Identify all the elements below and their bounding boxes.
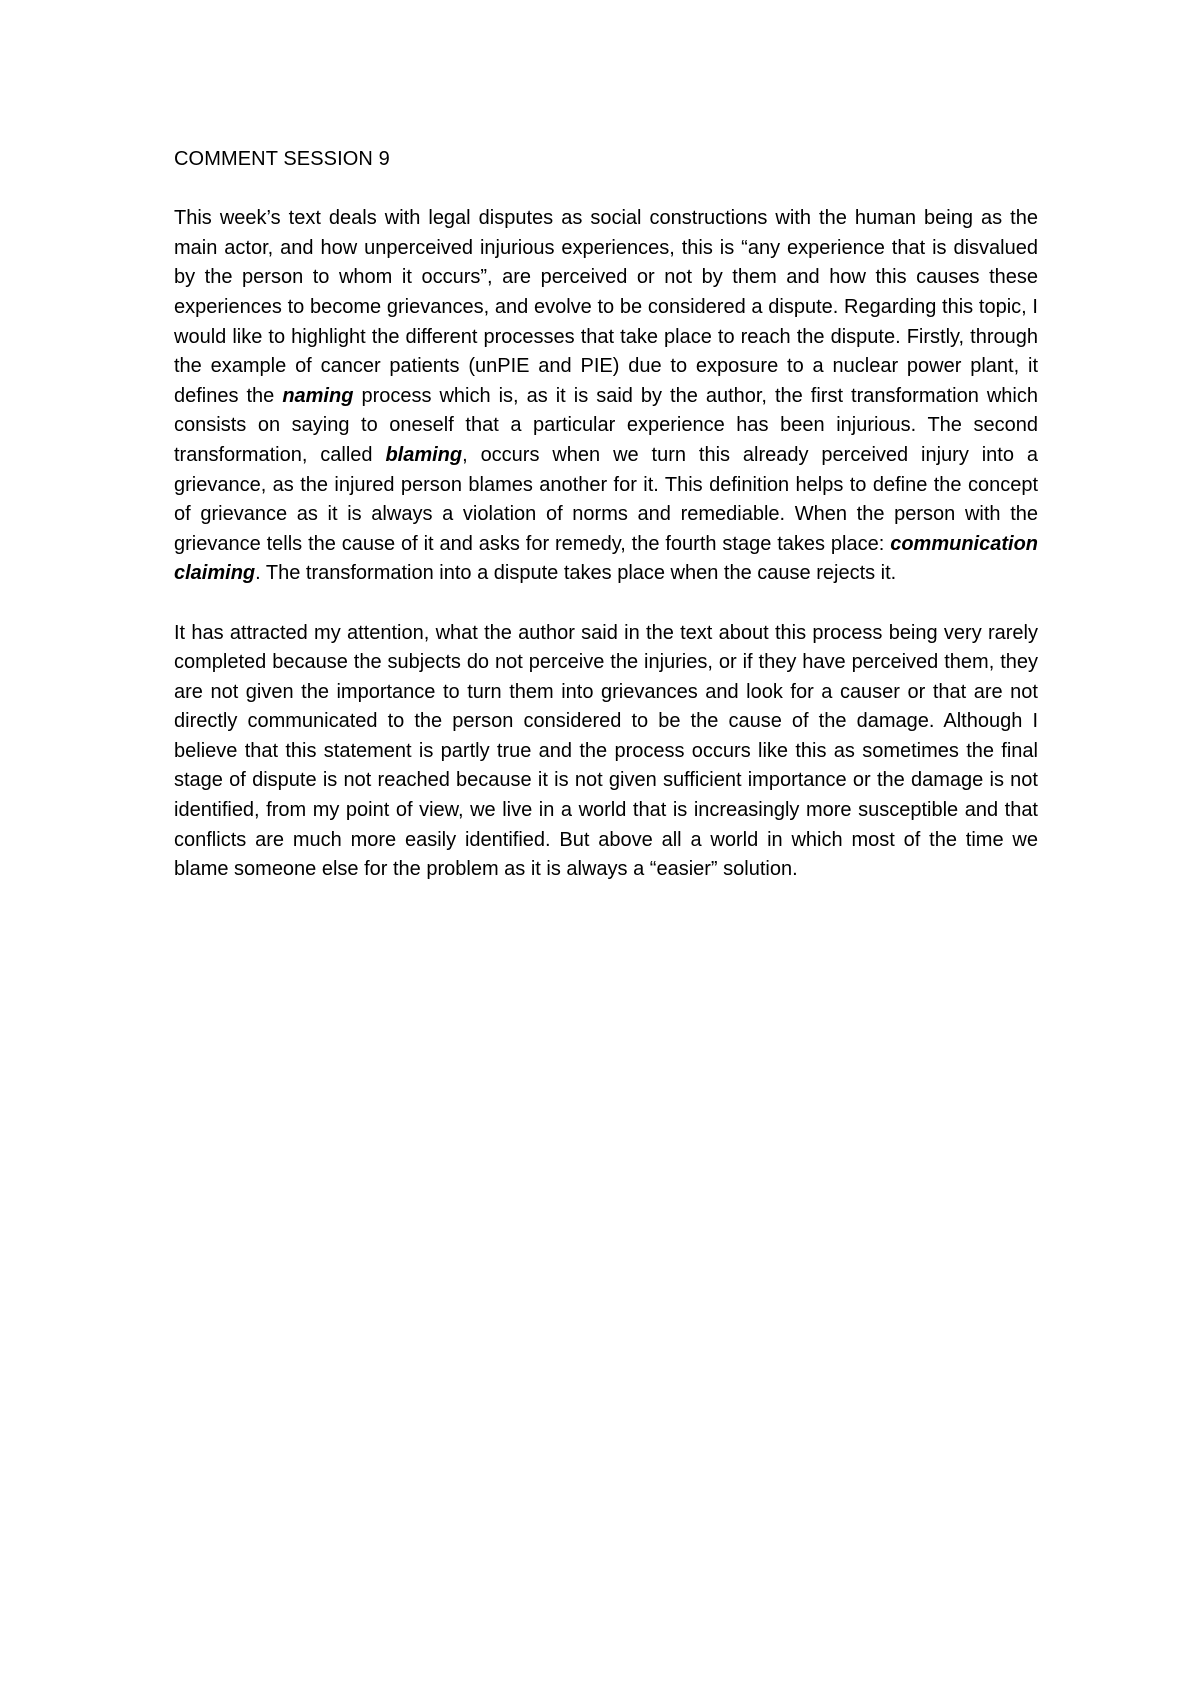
document-body [174,145,1038,914]
paragraph-1-part-1: This week’s text deals with legal disputes as social constructions with the human being as the main actor, and how unperceived injurious experiences, this is “any experience that is disvalued by the person to whom it occurs”, are perceived or not by them and how this causes these experiences to become grievances, and evolve to be considered a dispute. Regarding this topic, I would like to highlight the different processes that take place to reach the dispute. Firstly, through the example of cancer patients (unPIE and PIE) due to exposure to a nuclear power plant, it defines the [174,207,1038,407]
document-title: COMMENT SESSION 9 [174,148,390,170]
paragraph-1 [174,204,1038,589]
paragraph-2: It has attracted my attention, what the author said in the text about this process being very rarely completed because the subjects do not perceive the injuries, or if they have perceived them, they are not given the importance to turn them into grievances and look for a causer or that are not directly communicated to the person considered to be the cause of the damage. Although I believe that this statement is partly true and the process occurs like this as sometimes the final stage of dispute is not reached because it is not given sufficient importance or the damage is not identified, from my point of view, we live in a world that is increasingly more susceptible and that conflicts are much more easily identified. But above all a world in which most of the time we blame someone else for the problem as it is always a “easier” solution. [174,621,1038,881]
term-communication-claiming: communication claiming [174,532,1038,585]
term-blaming: blaming [385,443,463,466]
paragraph-1-part-4: . The transformation into a dispute takes place when the cause rejects it. [255,562,897,585]
term-naming: naming [282,384,354,407]
paragraph-1-part-3: , occurs when we turn this already perceived injury into a grievance, as the injured person blames another for it. This definition helps to define the concept of grievance as it is always a violation of norms and remediable. When the person with the grievance tells the cause of it and asks for remedy, the fourth stage takes place: [174,443,1038,555]
paragraph-1-part-2: process which is, as it is said by the author, the first transformation which consists on saying to oneself that a particular experience has been injurious. The second transformation, called [174,384,1038,466]
